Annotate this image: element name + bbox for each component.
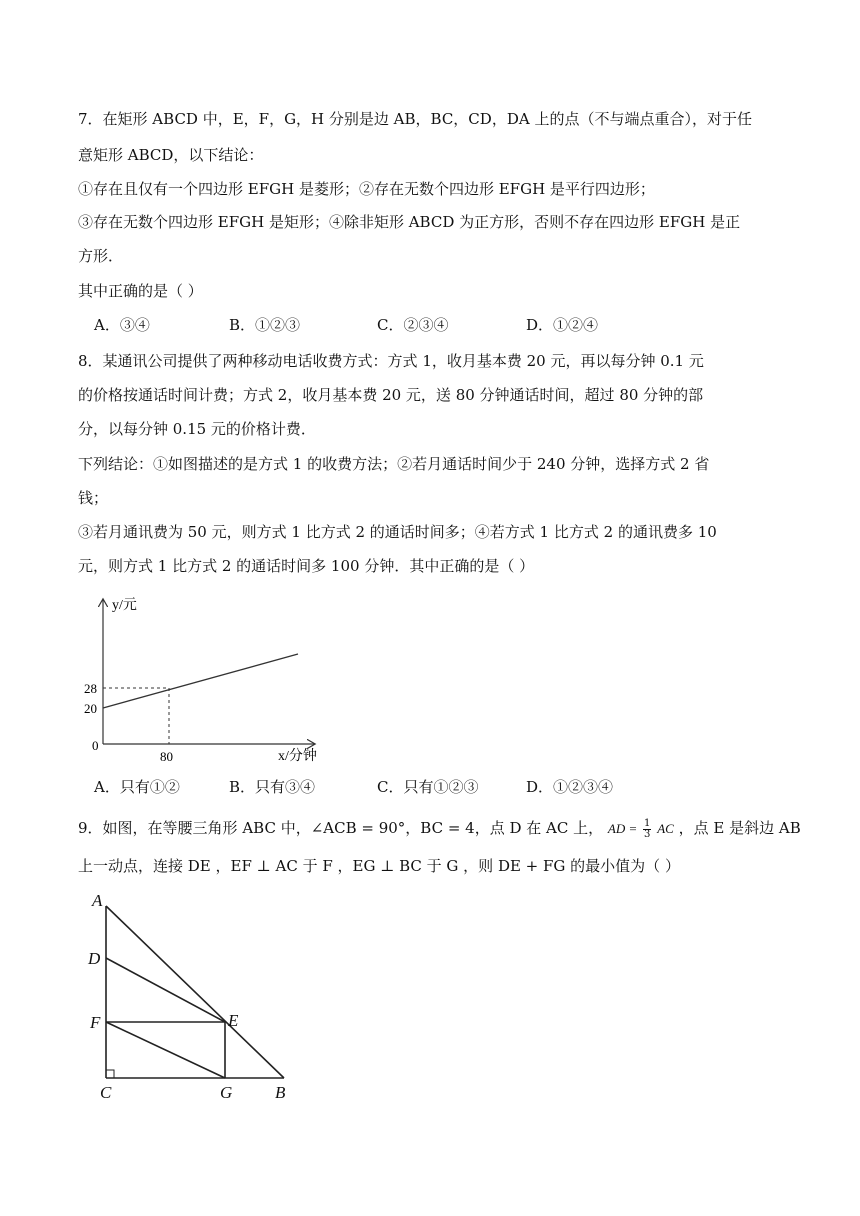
q8-line-1: 8．某通讯公司提供了两种移动电话收费方式：方式 1，收月基本费 20 元，再以每分钟 0.1 元 <box>78 352 704 370</box>
q9-fraction <box>643 819 651 840</box>
q9-ac: AC <box>657 821 674 836</box>
q9-fraction-den: 3 <box>644 828 651 840</box>
y-axis-label: y/元 <box>112 598 137 613</box>
q7-line-4: ③存在无数个四边形 EFGH 是矩形；④除非矩形 ABCD 为正方形，否则不存在四边形 EFGH 是正 <box>78 213 741 231</box>
q8-option-a: A．只有①② <box>94 778 180 796</box>
right-angle-mark <box>106 1070 114 1078</box>
q9-line-1 <box>78 817 801 840</box>
segment-de <box>106 958 225 1022</box>
label-f: F <box>90 1013 101 1032</box>
q7-option-d: D．①②④ <box>526 316 599 334</box>
q8-cost-graph <box>78 592 338 767</box>
q8-line-3: 分，以每分钟 0.15 元的价格计费． <box>78 420 316 438</box>
x-axis-label: x/分钟 <box>278 749 317 764</box>
q9-triangle-figure <box>82 888 302 1106</box>
q7-option-a: A．③④ <box>94 316 150 334</box>
cost-line <box>103 654 298 708</box>
origin-label: 0 <box>92 738 99 753</box>
q7-line-6: 其中正确的是（ ） <box>78 282 203 300</box>
q7-line-3: ①存在且仅有一个四边形 EFGH 是菱形；②存在无数个四边形 EFGH 是平行四边形； <box>78 180 655 198</box>
label-c: C <box>100 1083 112 1102</box>
q8-line-4: 下列结论：①如图描述的是方式 1 的收费方法；②若月通话时间少于 240 分钟，选择方式 2 省 <box>78 455 710 473</box>
q8-line-5: 钱； <box>78 489 109 507</box>
q9-line-1-b: ，点 E 是斜边 AB <box>678 819 801 837</box>
q7-line-1: 7．在矩形 ABCD 中，E，F，G，H 分别是边 AB，BC，CD，DA 上的点（不与端点重合），对于任 <box>78 110 752 128</box>
q8-option-d: D．①②③④ <box>526 778 614 796</box>
q7-line-5: 方形． <box>78 247 124 265</box>
q8-option-c: C．只有①②③ <box>377 778 479 796</box>
label-e: E <box>228 1011 239 1030</box>
segment-ab <box>106 906 284 1078</box>
q8-line-7: 元，则方式 1 比方式 2 的通话时间多 100 分钟．其中正确的是（ ） <box>78 557 535 575</box>
q8-line-6: ③若月通讯费为 50 元，则方式 1 比方式 2 的通话时间多；④若方式 1 比方式 2 的通讯费多 10 <box>78 523 717 541</box>
q8-option-b: B．只有③④ <box>229 778 316 796</box>
label-g: G <box>220 1083 233 1102</box>
q9-line-2: 上一动点，连接 DE ，EF ⊥ AC 于 F ，EG ⊥ BC 于 G ，则 DE + FG 的最小值为（ ） <box>78 857 680 875</box>
q8-line-2: 的价格按通话时间计费；方式 2，收月基本费 20 元，送 80 分钟通话时间，超过 80 分钟的部 <box>78 386 704 404</box>
q7-option-c: C．②③④ <box>377 316 449 334</box>
label-b: B <box>275 1083 286 1102</box>
q9-line-1-a: 9．如图，在等腰三角形 ABC 中，∠ACB = 90°，BC = 4，点 D 在 AC 上， <box>78 819 604 837</box>
y-tick-28: 28 <box>84 681 97 696</box>
label-a: A <box>92 891 103 910</box>
segment-fg <box>106 1022 225 1078</box>
q7-option-b: B．①②③ <box>229 316 301 334</box>
label-d: D <box>88 949 101 968</box>
q9-ad: AD = <box>607 821 638 836</box>
x-tick-80: 80 <box>160 749 173 764</box>
q9-fraction-num: 1 <box>644 817 651 829</box>
y-tick-20: 20 <box>84 701 97 716</box>
q7-line-2: 意矩形 ABCD，以下结论： <box>78 146 264 164</box>
